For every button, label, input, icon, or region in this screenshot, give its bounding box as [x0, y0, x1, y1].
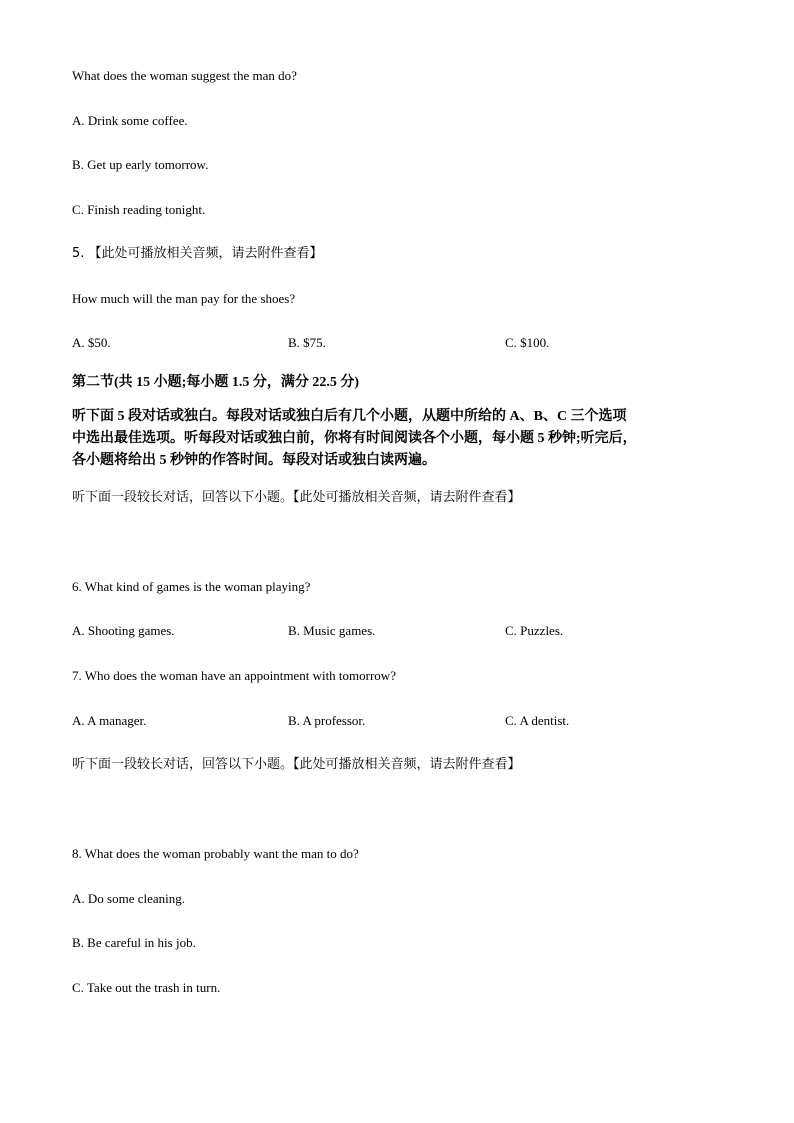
q7-question: 7. Who does the woman have an appointment with tomorrow? — [72, 668, 396, 683]
q5-option-c: C. $100. — [505, 335, 550, 350]
q8-option-b: B. Be careful in his job. — [72, 935, 196, 950]
q6-question: 6. What kind of games is the woman playing? — [72, 579, 311, 594]
q5-option-b: B. $75. — [288, 335, 326, 350]
q7-option-a: A. A manager. — [72, 713, 147, 728]
q4-option-c: C. Finish reading tonight. — [72, 202, 206, 217]
q4-question: What does the woman suggest the man do? — [72, 68, 297, 83]
q4-option-b: B. Get up early tomorrow. — [72, 157, 209, 172]
q7-option-c: C. A dentist. — [505, 713, 570, 728]
dialogue1-intro: 听下面一段较长对话，回答以下小题。【此处可播放相关音频，请去附件查看】 — [72, 490, 521, 505]
section2-instruction-line-3: 各小题将给出 5 秒钟的作答时间。每段对话或独白读两遍。 — [72, 453, 436, 468]
q6-option-a: A. Shooting games. — [72, 623, 175, 638]
q6-options — [72, 623, 722, 639]
q5-question: How much will the man pay for the shoes? — [72, 291, 296, 306]
q8-option-a: A. Do some cleaning. — [72, 891, 186, 906]
q8-option-c: C. Take out the trash in turn. — [72, 980, 221, 995]
q6-option-b: B. Music games. — [288, 623, 376, 638]
section2-instruction-line-1: 听下面 5 段对话或独白。每段对话或独白后有几个小题，从题中所给的 A、B、C 三个选项 — [72, 409, 627, 424]
q5-number-audio-note: 5. 【此处可播放相关音频，请去附件查看】 — [72, 246, 323, 261]
section2-instruction-line-2: 中选出最佳选项。听每段对话或独白前，你将有时间阅读各个小题，每小题 5 秒钟;听完后， — [72, 431, 637, 446]
q7-options — [72, 713, 722, 729]
q5-options — [72, 335, 722, 351]
q4-option-a: A. Drink some coffee. — [72, 113, 188, 128]
q5-option-a: A. $50. — [72, 335, 111, 350]
section2-heading: 第二节(共 15 小题;每小题 1.5 分，满分 22.5 分) — [72, 375, 359, 390]
q7-option-b: B. A professor. — [288, 713, 366, 728]
q8-question: 8. What does the woman probably want the man to do? — [72, 846, 359, 861]
q6-option-c: C. Puzzles. — [505, 623, 564, 638]
dialogue2-intro: 听下面一段较长对话，回答以下小题。【此处可播放相关音频，请去附件查看】 — [72, 757, 521, 772]
